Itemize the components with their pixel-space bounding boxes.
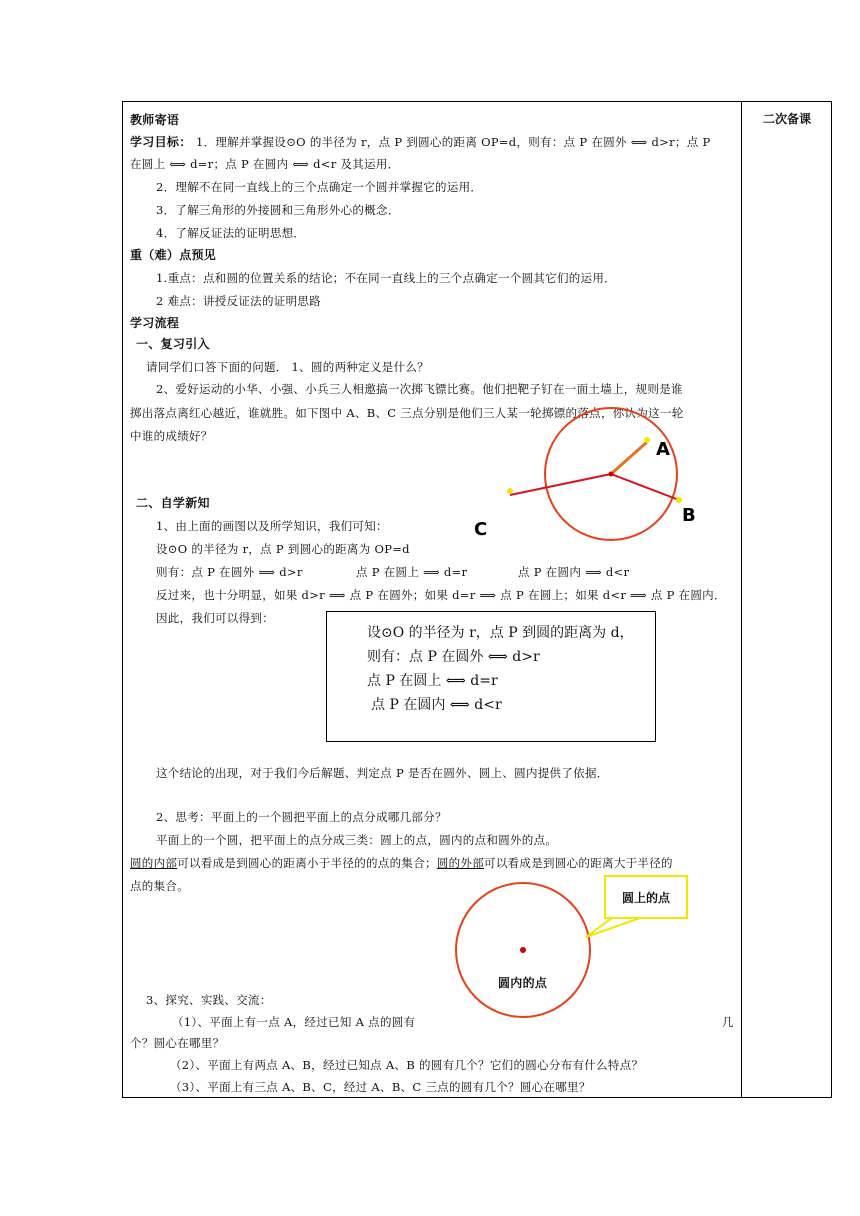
point-b xyxy=(676,497,682,503)
label-b: B xyxy=(682,505,696,526)
heading-review: 一、复习引入 xyxy=(136,337,210,351)
label-c: C xyxy=(474,519,488,540)
relation-outside: 则有：点 P 在圆外 ⟹ d>r xyxy=(156,565,303,579)
explore-heading: 3、探究、实践、交流： xyxy=(146,993,272,1007)
segment-oa xyxy=(611,442,647,474)
explore-q1-continued: 个？圆心在哪里？ xyxy=(130,1036,225,1050)
conclusion-note: 这个结论的出现，对于我们今后解题、判定点 P 是否在圆外、圆上、圆内提供了依据． xyxy=(156,766,609,780)
difficult-point: 2 难点：讲授反证法的证明思路 xyxy=(156,294,321,308)
definition-line: 设⊙O 的半径为 r，点 P 到圆心的距离为 OP=d xyxy=(156,542,410,556)
callout-pointer xyxy=(586,918,640,937)
callout-text: 圆上的点 xyxy=(621,890,670,905)
heading-self-study: 二、自学新知 xyxy=(136,496,210,510)
relation-on: 点 P 在圆上 ⟹ d=r xyxy=(356,565,468,579)
converse-line: 反过来，也十分明显，如果 d>r ⟹ 点 P 在圆外；如果 d=r ⟹ 点 P 在圆上；如果 d<r ⟹ 点 P 在圆内． xyxy=(156,588,726,602)
label-inside-points: 圆内的点 xyxy=(498,976,548,990)
key-point: 1.重点：点和圆的位置关系的结论；不在同一直线上的三个点确定一个圆其它们的运用． xyxy=(156,271,616,285)
center-point xyxy=(609,472,614,477)
goal-3: 3．了解三角形的外接圆和三角形外心的概念． xyxy=(156,203,400,217)
callout-on-circle xyxy=(604,875,688,919)
segment-ob xyxy=(611,474,679,500)
box-line-3: 点 P 在圆上 ⟺ d=r xyxy=(367,673,498,689)
regions-center-point xyxy=(520,947,526,953)
darts-problem-line-2: 掷出落点离红心越近，谁就胜。如下图中 A、B、C 三点分别是他们三人某一轮掷镖的落点，你认为这一轮 xyxy=(130,406,684,420)
box-line-2: 则有：点 P 在圆外 ⟺ d>r xyxy=(367,649,540,665)
interior-term: 圆的内部 xyxy=(130,856,178,870)
goal-2: 2．理解不在同一直线上的三个点确定一个圆并掌握它的运用． xyxy=(156,180,483,194)
darts-problem-line-3: 中谁的成绩好？ xyxy=(130,429,213,443)
point-a xyxy=(644,437,650,443)
self-study-1: 1、由上面的画图以及所学知识，我们可知： xyxy=(156,519,388,533)
goal-1-continued: 在圆上 ⟺ d=r；点 P 在圆内 ⟺ d<r 及其运用． xyxy=(130,157,400,171)
interior-exterior-line xyxy=(130,856,673,870)
exterior-term: 圆的外部 xyxy=(436,856,485,870)
goal-1-text: 1．理解并掌握设⊙O 的半径为 r，点 P 到圆心的距离 OP=d，则有：点 P 在圆外 ⟺ d>r；点 P xyxy=(196,135,711,149)
label-learning-goals: 学习目标： xyxy=(130,135,192,149)
think-question: 2、思考：平面上的一个圆把平面上的点分成哪几部分？ xyxy=(156,810,447,824)
goal-4: 4．了解反证法的证明思想． xyxy=(156,226,306,240)
segment-oc xyxy=(510,474,611,495)
relation-inside: 点 P 在圆内 ⟹ d<r xyxy=(518,565,630,579)
explore-q2: （2）、平面上有两点 A、B，经过已知点 A、B 的圆有几个？它们的圆心分布有什么特点？ xyxy=(170,1058,644,1072)
side-column-title: 二次备课 xyxy=(762,112,811,126)
interior-exterior-end: 点的集合。 xyxy=(130,879,189,893)
heading-key-points: 重（难）点预见 xyxy=(130,248,217,262)
heading-teacher-message: 教师寄语 xyxy=(130,113,180,127)
point-c xyxy=(507,488,513,494)
interior-definition: 可以看成是到圆心的距离小于半径的的点的集合； xyxy=(177,856,437,870)
explore-q1-end: 几 xyxy=(722,1015,734,1029)
box-line-4: 点 P 在圆内 ⟺ d<r xyxy=(371,697,502,713)
heading-learning-process: 学习流程 xyxy=(130,316,180,330)
conclusion-box xyxy=(326,611,656,742)
explore-q3: （3）、平面上有三点 A、B、C，经过 A、B、C 三点的圆有几个？圆心在哪里？ xyxy=(170,1080,591,1094)
conclusion-intro: 因此，我们可以得到： xyxy=(156,611,274,625)
darts-problem-line-1: 2、爱好运动的小华、小强、小兵三人相邀搞一次掷飞镖比赛。他们把靶子钉在一面土墙上，规则是谁 xyxy=(156,382,683,396)
label-a: A xyxy=(656,439,670,460)
explore-q1: （1）、平面上有一点 A，经过已知 A 点的圆有 xyxy=(172,1015,416,1029)
box-line-1: 设⊙O 的半径为 r，点 P 到圆的距离为 d， xyxy=(367,625,634,641)
think-answer: 平面上的一个圆，把平面上的点分成三类：圆上的点，圆内的点和圆外的点。 xyxy=(156,833,558,847)
exterior-definition: 可以看成是到圆心的距离大于半径的 xyxy=(484,856,673,870)
review-question-1: 请同学们口答下面的问题． 1、圆的两种定义是什么？ xyxy=(146,360,429,374)
